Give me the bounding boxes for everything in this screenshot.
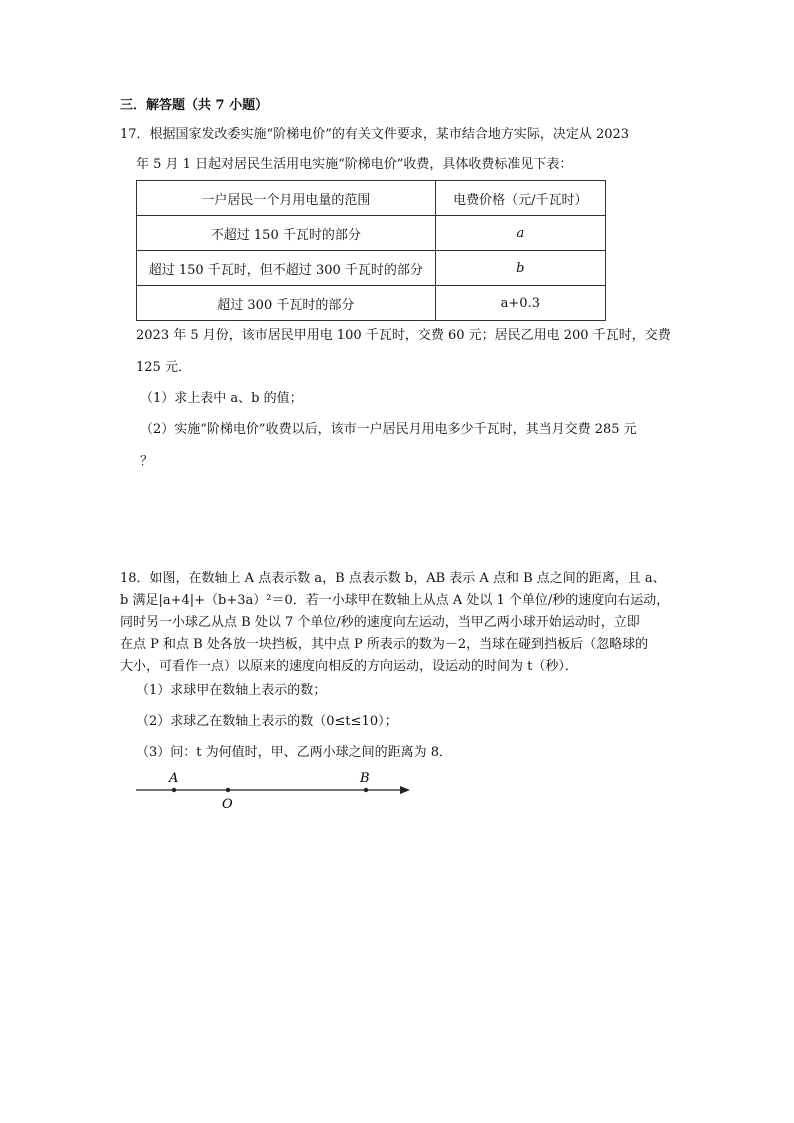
q18-line-5: 大小，可看作一点）以原来的速度向相反的方向运动，设运动的时间为 t（秒）． [120,659,578,674]
electricity-price-table [136,180,606,321]
table-cell: 不超过 150 千瓦时的部分 [137,216,436,251]
point-b-label: B [360,771,370,786]
table-header-row [137,181,606,216]
table-row [137,251,606,286]
point-o-label: O [222,797,233,812]
q17-sub-2: （2）实施“阶梯电价”收费以后，该市一户居民月用电多少千瓦时，其当月交费 285 元 [140,422,637,437]
q17-sub-2-tail: ？ [140,454,154,469]
table-cell: 超过 150 千瓦时，但不超过 300 千瓦时的部分 [137,251,436,286]
point-b-dot [364,788,368,792]
point-o-dot [226,788,230,792]
table-cell: a [435,216,605,251]
q17-line-4: 125 元． [136,360,191,375]
q17-line-2: 年 5 月 1 日起对居民生活用电实施“阶梯电价”收费，具体收费标准见下表： [136,157,573,172]
q18-sub-3: （3）问：t 为何值时，甲、乙两小球之间的距离为 8． [136,745,453,760]
q18-line-3: 同时另一小球乙从点 B 处以 7 个单位/秒的速度向左运动，当甲乙两小球开始运动时，立即 [120,615,640,630]
table-row [137,216,606,251]
q18-sub-2: （2）求球乙在数轴上表示的数（0≤t≤10）； [136,714,398,729]
section-heading: 三．解答题（共 7 小题） [120,98,269,113]
q17-line-3: 2023 年 5 月份，该市居民甲用电 100 千瓦时，交费 60 元；居民乙用电 200 千瓦时，交费 [136,328,671,343]
q17-sub-1: （1）求上表中 a、b 的值； [140,391,303,406]
point-a-label: A [169,771,179,786]
table-cell: b [435,251,605,286]
q18-line-4: 在点 P 和点 B 处各放一块挡板，其中点 P 所表示的数为－2，当球在碰到挡板后（忽略球的 [120,637,649,652]
table-header-cell: 电费价格（元/千瓦时） [435,181,605,216]
number-line-figure [132,768,417,812]
table-cell: a+0.3 [435,286,605,321]
table-row [137,286,606,321]
point-a-dot [172,788,176,792]
table-cell: 超过 300 千瓦时的部分 [137,286,436,321]
table-header-cell: 一户居民一个月用电量的范围 [137,181,436,216]
q18-sub-1: （1）求球甲在数轴上表示的数； [136,683,327,698]
number-line-arrow-icon [400,786,410,794]
q18-line-1: 18．如图，在数轴上 A 点表示数 a，B 点表示数 b，AB 表示 A 点和 B 点之间的距离，且 a、 [120,571,666,586]
q18-line-2: b 满足|a+4|+（b+3a）²＝0．若一小球甲在数轴上从点 A 处以 1 个单位/秒的速度向右运动， [120,593,670,608]
q17-line-1: 17．根据国家发改委实施“阶梯电价”的有关文件要求，某市结合地方实际，决定从 2023 [120,127,630,142]
